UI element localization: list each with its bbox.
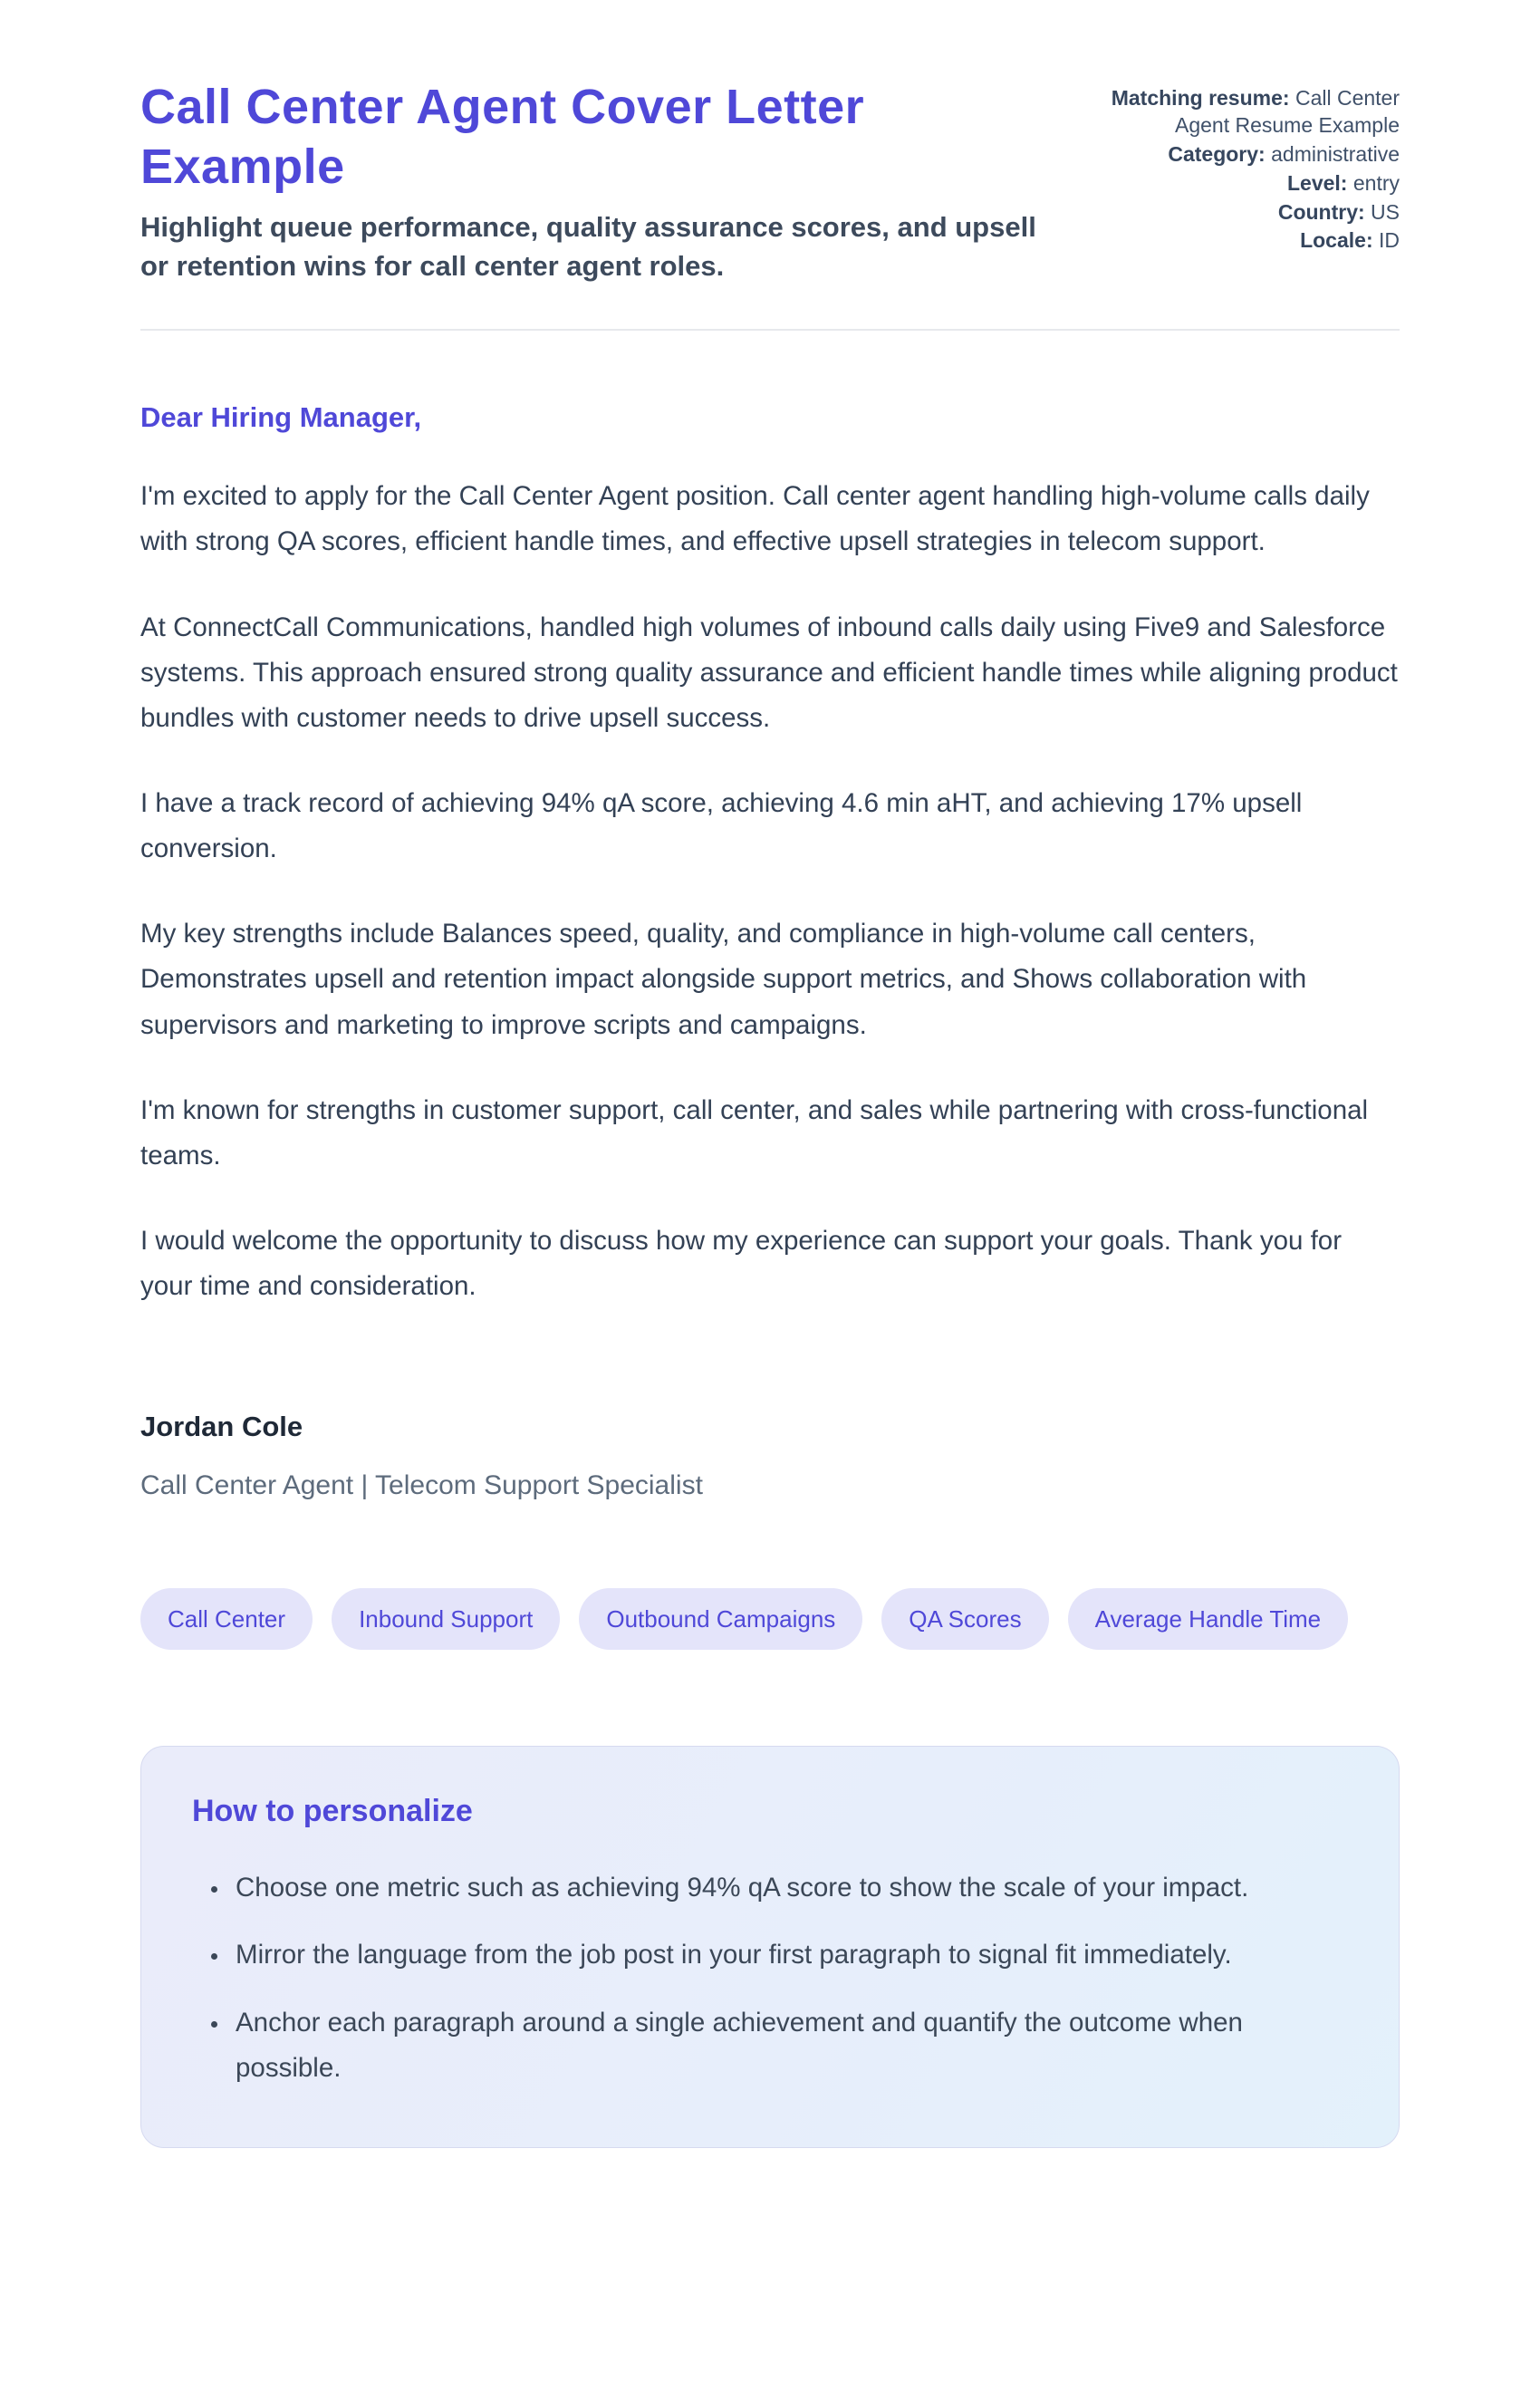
meta-value: ID — [1379, 228, 1400, 253]
meta-row-matching-resume — [1101, 85, 1400, 140]
tips-card — [140, 1746, 1400, 2148]
meta-value: administrative — [1271, 141, 1400, 166]
salutation: Dear Hiring Manager, — [140, 401, 422, 434]
tip-item: • Anchor each paragraph around a single achievement and quantify the outcome when possible. — [230, 2000, 1299, 2091]
meta-value: US — [1371, 199, 1400, 224]
paragraph: My key strengths include Balances speed, quality, and compliance in high-volume call centers, Demonstrates upsell and retention impact alongside support metrics, and Shows collaboration with supervisors and marketing to improve scripts and campaigns. — [140, 919, 1307, 1040]
paragraph: I would welcome the opportunity to discuss how my experience can support your goals. Thank you for your time and consideration. — [140, 1225, 1343, 1302]
meta-label: Country: — [1277, 199, 1365, 224]
page-title: Call Center Agent Cover Letter Example — [140, 80, 865, 194]
meta-block — [1101, 78, 1400, 256]
tip-item: • Mirror the language from the job post in your first paragraph to signal fit immediately. — [230, 1932, 1299, 1978]
signature-name: Jordan Cole — [140, 1411, 303, 1443]
header-title-block — [140, 78, 1057, 285]
meta-row-level — [1101, 170, 1400, 198]
meta-label: Matching resume: — [1111, 86, 1290, 110]
tag-list — [140, 1588, 1400, 1650]
header-divider — [140, 329, 1400, 331]
meta-row-category — [1101, 141, 1400, 169]
meta-label: Locale: — [1300, 228, 1373, 253]
meta-label: Level: — [1286, 170, 1348, 195]
tips-list — [192, 1865, 1348, 2091]
meta-value: Call Center Agent Resume Example — [1174, 86, 1400, 137]
tag-call-center[interactable]: Call Center — [140, 1588, 313, 1650]
tag-qa-scores[interactable]: QA Scores — [881, 1588, 1048, 1650]
meta-row-country — [1101, 199, 1400, 226]
meta-row-locale — [1101, 227, 1400, 255]
tips-title: How to personalize — [192, 1794, 473, 1829]
header — [140, 78, 1400, 285]
paragraph: I have a track record of achieving 94% qA score, achieving 4.6 min aHT, and achieving 17% upsell conversion. — [140, 787, 1303, 864]
meta-value: entry — [1352, 170, 1400, 195]
paragraph: At ConnectCall Communications, handled high volumes of inbound calls daily using Five9 and Salesforce systems. This approach ensured strong quality assurance and efficient handle times while aligning product bundles with customer needs to drive upsell success. — [140, 612, 1398, 733]
tag-outbound-campaigns[interactable]: Outbound Campaigns — [579, 1588, 862, 1650]
page-subtitle: Highlight queue performance, quality assurance scores, and upsell or retention wins for call center agent roles. — [140, 210, 1036, 282]
tag-inbound-support[interactable]: Inbound Support — [332, 1588, 560, 1650]
signature-role: Call Center Agent | Telecom Support Specialist — [140, 1470, 703, 1501]
tip-item: • Choose one metric such as achieving 94% qA score to show the scale of your impact. — [230, 1865, 1299, 1911]
letter-body — [140, 401, 1400, 1501]
paragraph: I'm excited to apply for the Call Center Agent position. Call center agent handling high-volume calls daily with strong QA scores, efficient handle times, and effective upsell strategies in telecom support. — [140, 481, 1370, 557]
paragraph: I'm known for strengths in customer support, call center, and sales while partnering with cross-functional teams. — [140, 1094, 1369, 1171]
tag-average-handle-time[interactable]: Average Handle Time — [1068, 1588, 1349, 1650]
meta-label: Category: — [1168, 141, 1266, 166]
